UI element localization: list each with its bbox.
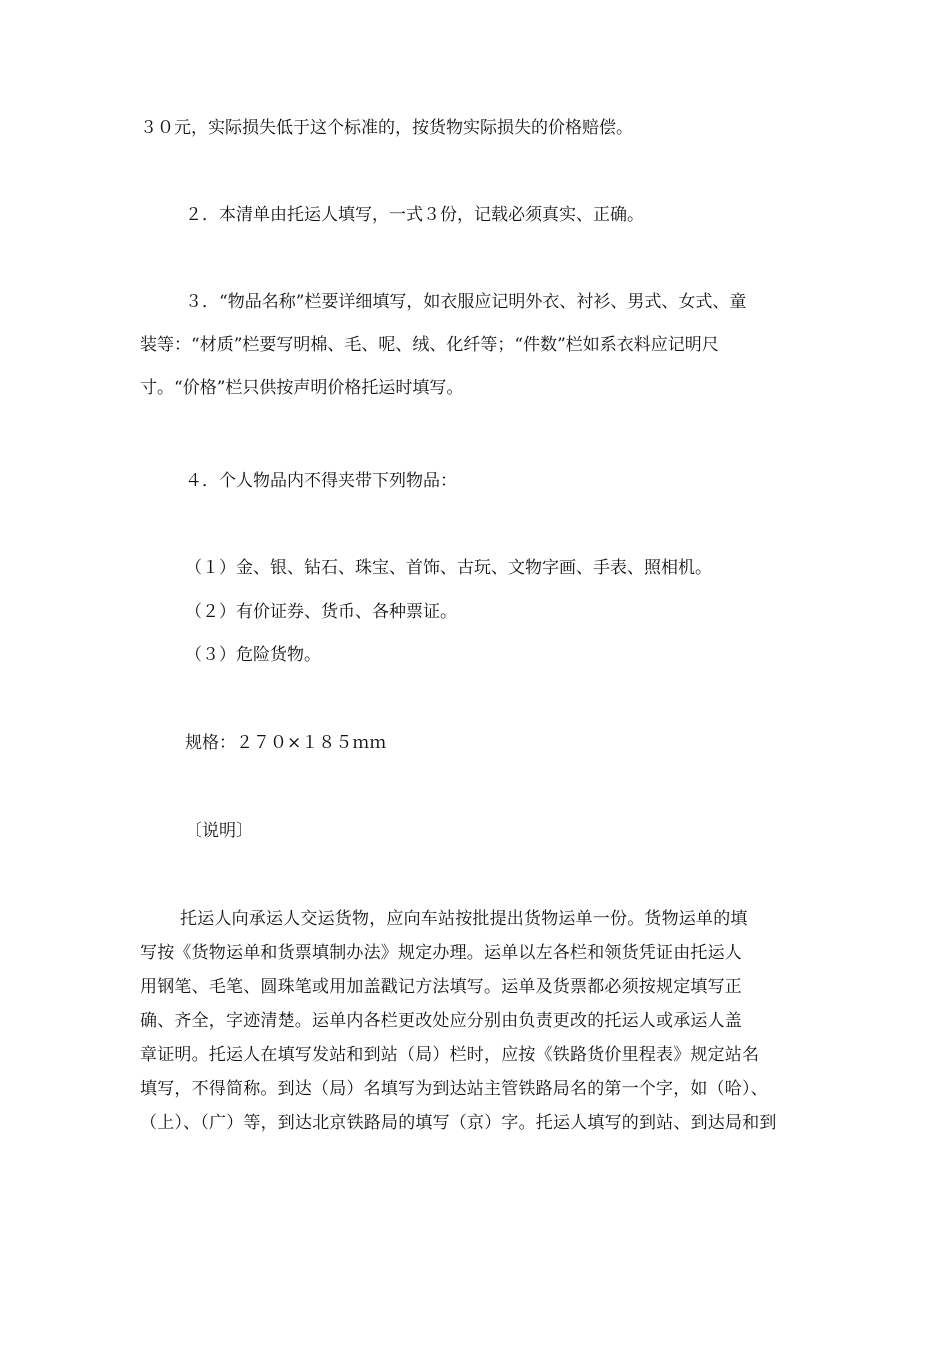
- explanation-line: 写按《货物运单和货票填制办法》规定办理。运单以左各栏和领货凭证由托运人: [140, 943, 742, 963]
- sub-item-2: （２）有价证券、货币、各种票证。: [185, 602, 457, 622]
- list-item-2: ２．本清单由托运人填写，一式３份，记载必须真实、正确。: [185, 205, 644, 225]
- explanation-line: 确、齐全，字迹清楚。运单内各栏更改处应分别由负责更改的托运人或承运人盖: [140, 1011, 742, 1031]
- explanation-paragraph: [140, 902, 820, 1140]
- explanation-line: 用钢笔、毛笔、圆珠笔或用加盖戳记方法填写。运单及货票都必须按规定填写正: [140, 977, 742, 997]
- list-item-3-line-1: ３．“物品名称”栏要详细填写，如衣服应记明外衣、衬衫、男式、女式、童: [185, 292, 747, 312]
- list-item-3-line-2: 装等：“材质”栏要写明棉、毛、呢、绒、化纤等；“件数”栏如系衣料应记明尺: [140, 335, 719, 355]
- note-heading: 〔说明〕: [185, 821, 253, 841]
- explanation-line: （上）、（广）等，到达北京铁路局的填写（京）字。托运人填写的到站、到达局和到: [140, 1113, 777, 1133]
- explanation-line: 托运人向承运人交运货物，应向车站按批提出货物运单一份。货物运单的填: [180, 909, 748, 929]
- sub-item-3: （３）危险货物。: [185, 645, 321, 665]
- list-item-3-line-3: 寸。“价格”栏只供按声明价格托运时填写。: [140, 378, 464, 398]
- explanation-line: 填写，不得简称。到达（局）名填写为到达站主管铁路局名的第一个字，如（哈）、: [140, 1079, 768, 1099]
- spec-line: 规格：２７０×１８５ｍｍ: [185, 733, 387, 753]
- explanation-line: 章证明。托运人在填写发站和到站（局）栏时，应按《铁路货价里程表》规定站名: [140, 1045, 760, 1065]
- list-item-4: ４．个人物品内不得夹带下列物品：: [185, 471, 457, 491]
- sub-item-1: （１）金、银、钻石、珠宝、首饰、古玩、文物字画、手表、照相机。: [185, 558, 712, 578]
- text-line-compensation: ３０元，实际损失低于这个标准的，按货物实际损失的价格赔偿。: [140, 118, 633, 138]
